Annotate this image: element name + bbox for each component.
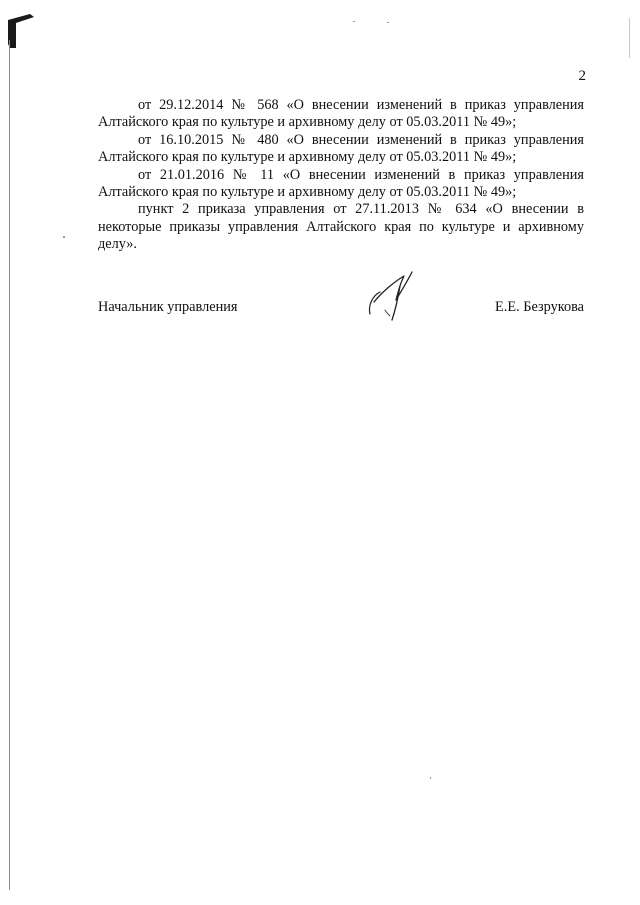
paragraph-order-2015: от 16.10.2015 № 480 «О внесении изменений в приказ управления Алтайского края по культуре и архивному делу от 05.03.2011 № 49»;: [98, 131, 584, 166]
scan-left-edge: [9, 40, 10, 890]
signer-position: Начальник управления: [98, 299, 238, 315]
handwritten-signature: [360, 266, 424, 322]
scan-corner-mark: [8, 14, 34, 48]
paragraph-order-2014: от 29.12.2014 № 568 «О внесении изменений в приказ управления Алтайского края по культуре и архивному делу от 05.03.2011 № 49»;: [98, 97, 584, 131]
paragraph-order-2016: от 21.01.2016 № 11 «О внесении изменений в приказ управления Алтайского края по культуре и архивному делу от 05.03.2011 № 49»;: [98, 166, 584, 201]
page-number: 2: [578, 68, 586, 84]
scan-speck: [430, 777, 431, 779]
signer-name: Е.Е. Безрукова: [495, 299, 584, 315]
paragraph-order-2013-item: пункт 2 приказа управления от 27.11.2013 № 634 «О внесении в некоторые приказы управления Алтайского края по культуре и архивному делу».: [98, 201, 584, 253]
scan-speck: [63, 236, 65, 238]
scan-speck: [353, 21, 355, 22]
document-body: [98, 97, 584, 254]
scan-right-edge: [629, 18, 630, 58]
scan-speck: [387, 22, 389, 23]
